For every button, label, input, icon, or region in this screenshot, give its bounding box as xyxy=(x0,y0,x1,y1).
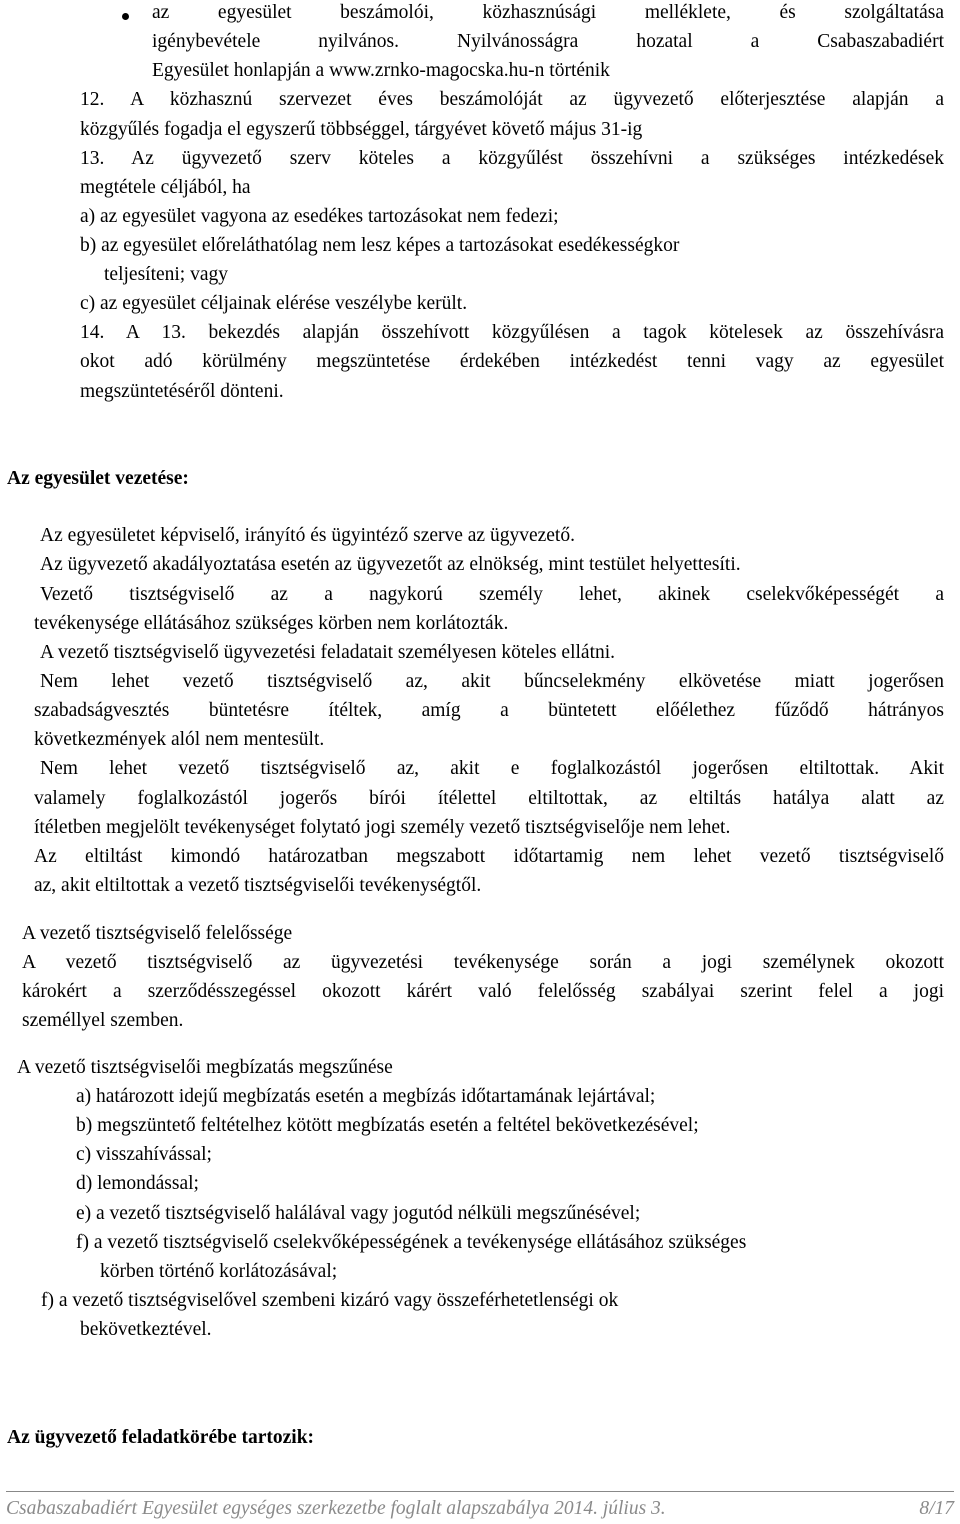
heading-management: Az egyesület vezetése: xyxy=(7,468,189,489)
item-13-line: megtétele céljából, ha xyxy=(80,177,251,198)
management-paragraph: következmények alól nem mentesült. xyxy=(34,729,325,750)
termination-item-b: b) megszüntető feltételhez kötött megbízatás esetén a feltétel bekövetkezésével; xyxy=(76,1115,699,1136)
item-13-sub-a: a) az egyesület vagyona az esedékes tartozásokat nem fedezi; xyxy=(80,206,559,227)
item-13-sub-b-cont: teljesíteni; vagy xyxy=(104,264,229,285)
bullet-item-line: Egyesület honlapján a www.zrnko-magocska.hu-n történik xyxy=(152,60,610,81)
termination-item-f2-cont: bekövetkeztével. xyxy=(80,1319,212,1340)
termination-item-f2: f) a vezető tisztségviselővel szembeni kizáró vagy összeférhetetlenségi ok xyxy=(41,1290,619,1311)
item-13-sub-b: b) az egyesület előreláthatólag nem lesz képes a tartozásokat esedékességkor xyxy=(80,235,680,256)
termination-item-a: a) határozott idejű megbízatás esetén a megbízás időtartamának lejártával; xyxy=(76,1086,656,1107)
item-14-line: 14. A 13. bekezdés alapján összehívott közgyűlésen a tagok kötelesek az összehívásra xyxy=(80,322,944,343)
item-13-line: 13. Az ügyvezető szerv köteles a közgyűlést összehívni a szükséges intézkedések xyxy=(80,148,944,169)
management-paragraph: valamely foglalkozástól jogerős bírói ítélettel eltiltottak, az eltiltás hatálya alatt az xyxy=(34,788,944,809)
management-paragraph: Az eltiltást kimondó határozatban megszabott időtartamig nem lehet vezető tisztségviselő xyxy=(34,846,944,867)
management-paragraph: ítéletben megjelölt tevékenységet folytató jogi személy vezető tisztségviselője nem lehet. xyxy=(34,817,731,838)
management-paragraph: A vezető tisztségviselő ügyvezetési feladatait személyesen köteles ellátni. xyxy=(40,642,616,663)
management-paragraph: Az ügyvezető akadályoztatása esetén az ügyvezetőt az elnökség, mint testület helyettesíti. xyxy=(40,554,741,575)
liability-title: A vezető tisztségviselő felelőssége xyxy=(22,923,293,944)
termination-item-d: d) lemondással; xyxy=(76,1173,199,1194)
management-paragraph: Nem lehet vezető tisztségviselő az, akit bűncselekmény elkövetése miatt jogerősen xyxy=(40,671,944,692)
item-13-sub-c: c) az egyesület céljainak elérése veszélybe került. xyxy=(80,293,468,314)
item-12-line: 12. A közhasznú szervezet éves beszámolóját az ügyvezető előterjesztése alapján a xyxy=(80,89,944,110)
item-12-line: közgyűlés fogadja el egyszerű többséggel, tárgyévet követő május 31-ig xyxy=(80,119,643,140)
management-paragraph: szabadságvesztés büntetésre ítéltek, amíg a büntetett előélethez fűződő hátrányos xyxy=(34,700,944,721)
management-paragraph: Vezető tisztségviselő az a nagykorú személy lehet, akinek cselekvőképességét a xyxy=(40,584,944,605)
heading-duties: Az ügyvezető feladatkörébe tartozik: xyxy=(7,1427,315,1448)
management-paragraph: Az egyesületet képviselő, irányító és ügyintéző szerve az ügyvezető. xyxy=(40,525,575,546)
termination-item-e: e) a vezető tisztségviselő halálával vagy jogutód nélküli megszűnésével; xyxy=(76,1203,641,1224)
page-footer xyxy=(6,1491,954,1524)
item-14-line: okot adó körülmény megszüntetése érdekében intézkedést tenni vagy az egyesület xyxy=(80,351,944,372)
termination-item-f: f) a vezető tisztségviselő cselekvőképességének a tevékenysége ellátásához szükséges xyxy=(76,1232,747,1253)
footer-title: Csabaszabadiért Egyesület egységes szerkezetbe foglalt alapszabálya 2014. július 3. xyxy=(6,1498,666,1519)
bullet-item-line: az egyesület beszámolói, közhasznúsági melléklete, és szolgáltatása xyxy=(152,2,944,23)
page-number: 8/17 xyxy=(919,1498,954,1519)
liability-line: károkért a szerződésszegéssel okozott kárért való felelősség szabályai szerint felel a jogi xyxy=(22,981,944,1002)
termination-item-c: c) visszahívással; xyxy=(76,1144,212,1165)
termination-item-f-cont: körben történő korlátozásával; xyxy=(100,1261,338,1282)
liability-line: A vezető tisztségviselő az ügyvezetési tevékenysége során a jogi személynek okozott xyxy=(22,952,944,973)
bullet-icon xyxy=(122,13,129,20)
bullet-item-line: igénybevétele nyilvános. Nyilvánosságra hozatal a Csabaszabadiért xyxy=(152,31,944,52)
management-paragraph: Nem lehet vezető tisztségviselő az, akit e foglalkozástól jogerősen eltiltottak. Akit xyxy=(40,758,944,779)
management-paragraph: az, akit eltiltottak a vezető tisztségviselői tevékenységtől. xyxy=(34,875,482,896)
item-14-line: megszüntetéséről dönteni. xyxy=(80,381,284,402)
liability-line: személlyel szemben. xyxy=(22,1010,184,1031)
management-paragraph: tevékenysége ellátásához szükséges körben nem korlátozták. xyxy=(34,613,509,634)
termination-title: A vezető tisztségviselői megbízatás megszűnése xyxy=(17,1057,393,1078)
